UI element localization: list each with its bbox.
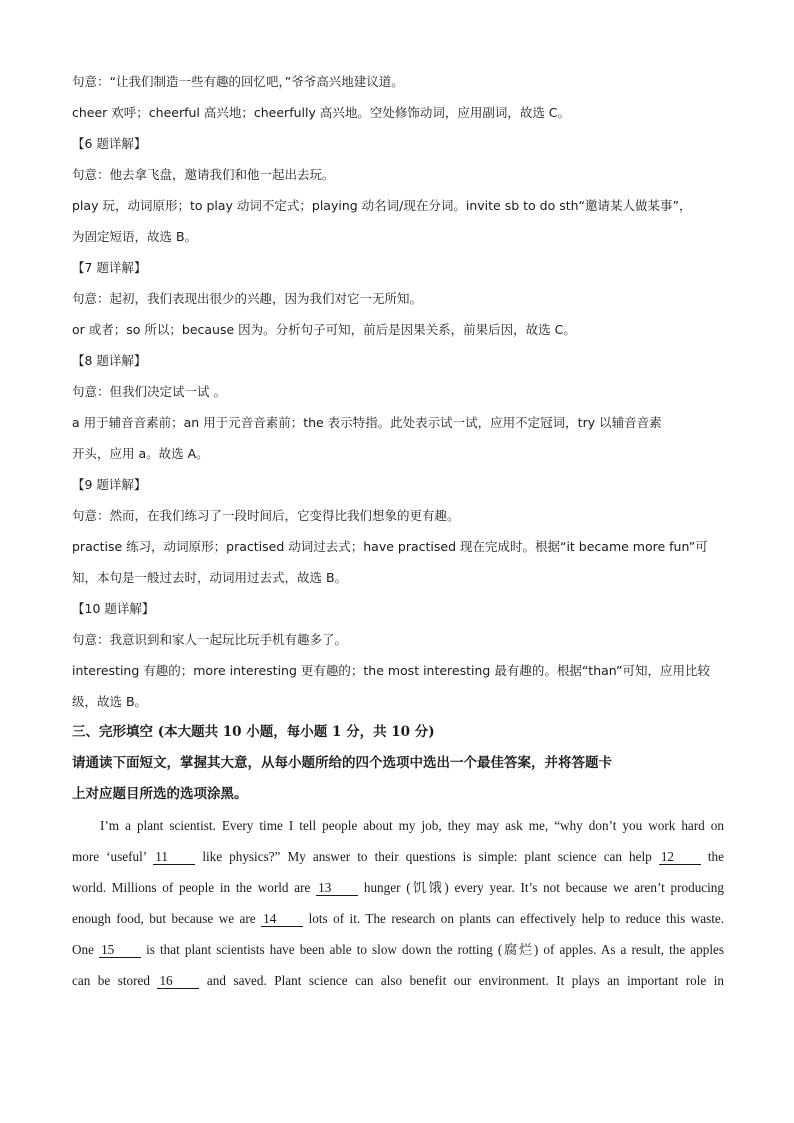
passage-line: more ‘useful’ 11 like physics?” My answer to their questions is simple: plant science can help 12 the xyxy=(72,849,725,864)
blank-11: 11 xyxy=(153,850,195,865)
text-line: or 或者；so 所以；because 因为。分析句子可知，前后是因果关系，前果后因，故选 C。 xyxy=(72,322,576,337)
text-line: 句意：但我们决定试一试 。 xyxy=(72,384,226,399)
passage-line: One 15 is that plant scientists have been able to slow down the rotting (腐烂) of apples. As a result, the apples xyxy=(72,942,724,957)
blank-14: 14 xyxy=(261,912,303,927)
passage-line: can be stored 16 and saved. Plant science can also benefit our environment. It plays an important role in xyxy=(72,973,725,988)
text-line: practise 练习，动词原形；practised 动词过去式；have practised 现在完成时。根据“it became more fun”可 xyxy=(72,539,708,554)
section-title: 三、完形填空 (本大题共 10 小题，每小题 1 分，共 10 分) xyxy=(72,724,435,740)
text-line: 句意：起初，我们表现出很少的兴趣，因为我们对它一无所知。 xyxy=(72,291,423,306)
instruction-line: 请通读下面短文，掌握其大意，从每小题所给的四个选项中选出一个最佳答案，并将答题卡 xyxy=(72,755,612,771)
text-line: cheer 欢呼；cheerful 高兴地；cheerfully 高兴地。空处修饰动词，应用副词，故选 C。 xyxy=(72,105,571,120)
blank-13: 13 xyxy=(316,881,358,896)
question-heading: 【7 题详解】 xyxy=(72,260,147,275)
instruction-line: 上对应题目所选的选项涂黑。 xyxy=(72,786,248,802)
blank-12: 12 xyxy=(659,850,701,865)
passage-line: world. Millions of people in the world are 13 hunger (饥饿) every year. It’s not because we aren’t producing xyxy=(72,880,724,895)
question-heading: 【9 题详解】 xyxy=(72,477,147,492)
question-heading: 【8 题详解】 xyxy=(72,353,147,368)
blank-16: 16 xyxy=(157,974,199,989)
passage-line: I’m a plant scientist. Every time I tell people about my job, they may ask me, “why don’t you work hard on xyxy=(100,818,724,833)
question-heading: 【10 题详解】 xyxy=(72,601,155,616)
text-line: 句意：然而，在我们练习了一段时间后，它变得比我们想象的更有趣。 xyxy=(72,508,460,523)
text-line: 级，故选 B。 xyxy=(72,694,148,709)
text-line: a 用于辅音音素前；an 用于元音音素前；the 表示特指。此处表示试一试，应用不定冠词，try 以辅音音素 xyxy=(72,415,662,430)
text-line: 句意：我意识到和家人一起玩比玩手机有趣多了。 xyxy=(72,632,348,647)
text-line: 句意：他去拿飞盘，邀请我们和他一起出去玩。 xyxy=(72,167,335,182)
text-line: interesting 有趣的；more interesting 更有趣的；the most interesting 最有趣的。根据“than”可知，应用比较 xyxy=(72,663,711,678)
text-line: 知，本句是一般过去时，动词用过去式，故选 B。 xyxy=(72,570,348,585)
text-line: 句意：“让我们制造一些有趣的回忆吧，”爷爷高兴地建议道。 xyxy=(72,74,404,89)
blank-15: 15 xyxy=(99,943,141,958)
question-heading: 【6 题详解】 xyxy=(72,136,147,151)
text-line: 开头，应用 a。故选 A。 xyxy=(72,446,209,461)
passage-line: enough food, but because we are 14 lots of it. The research on plants can effectively help to reduce this waste. xyxy=(72,911,725,926)
text-line: play 玩，动词原形；to play 动词不定式；playing 动名词/现在分词。invite sb to do sth“邀请某人做某事”， xyxy=(72,198,692,213)
text-line: 为固定短语，故选 B。 xyxy=(72,229,198,244)
